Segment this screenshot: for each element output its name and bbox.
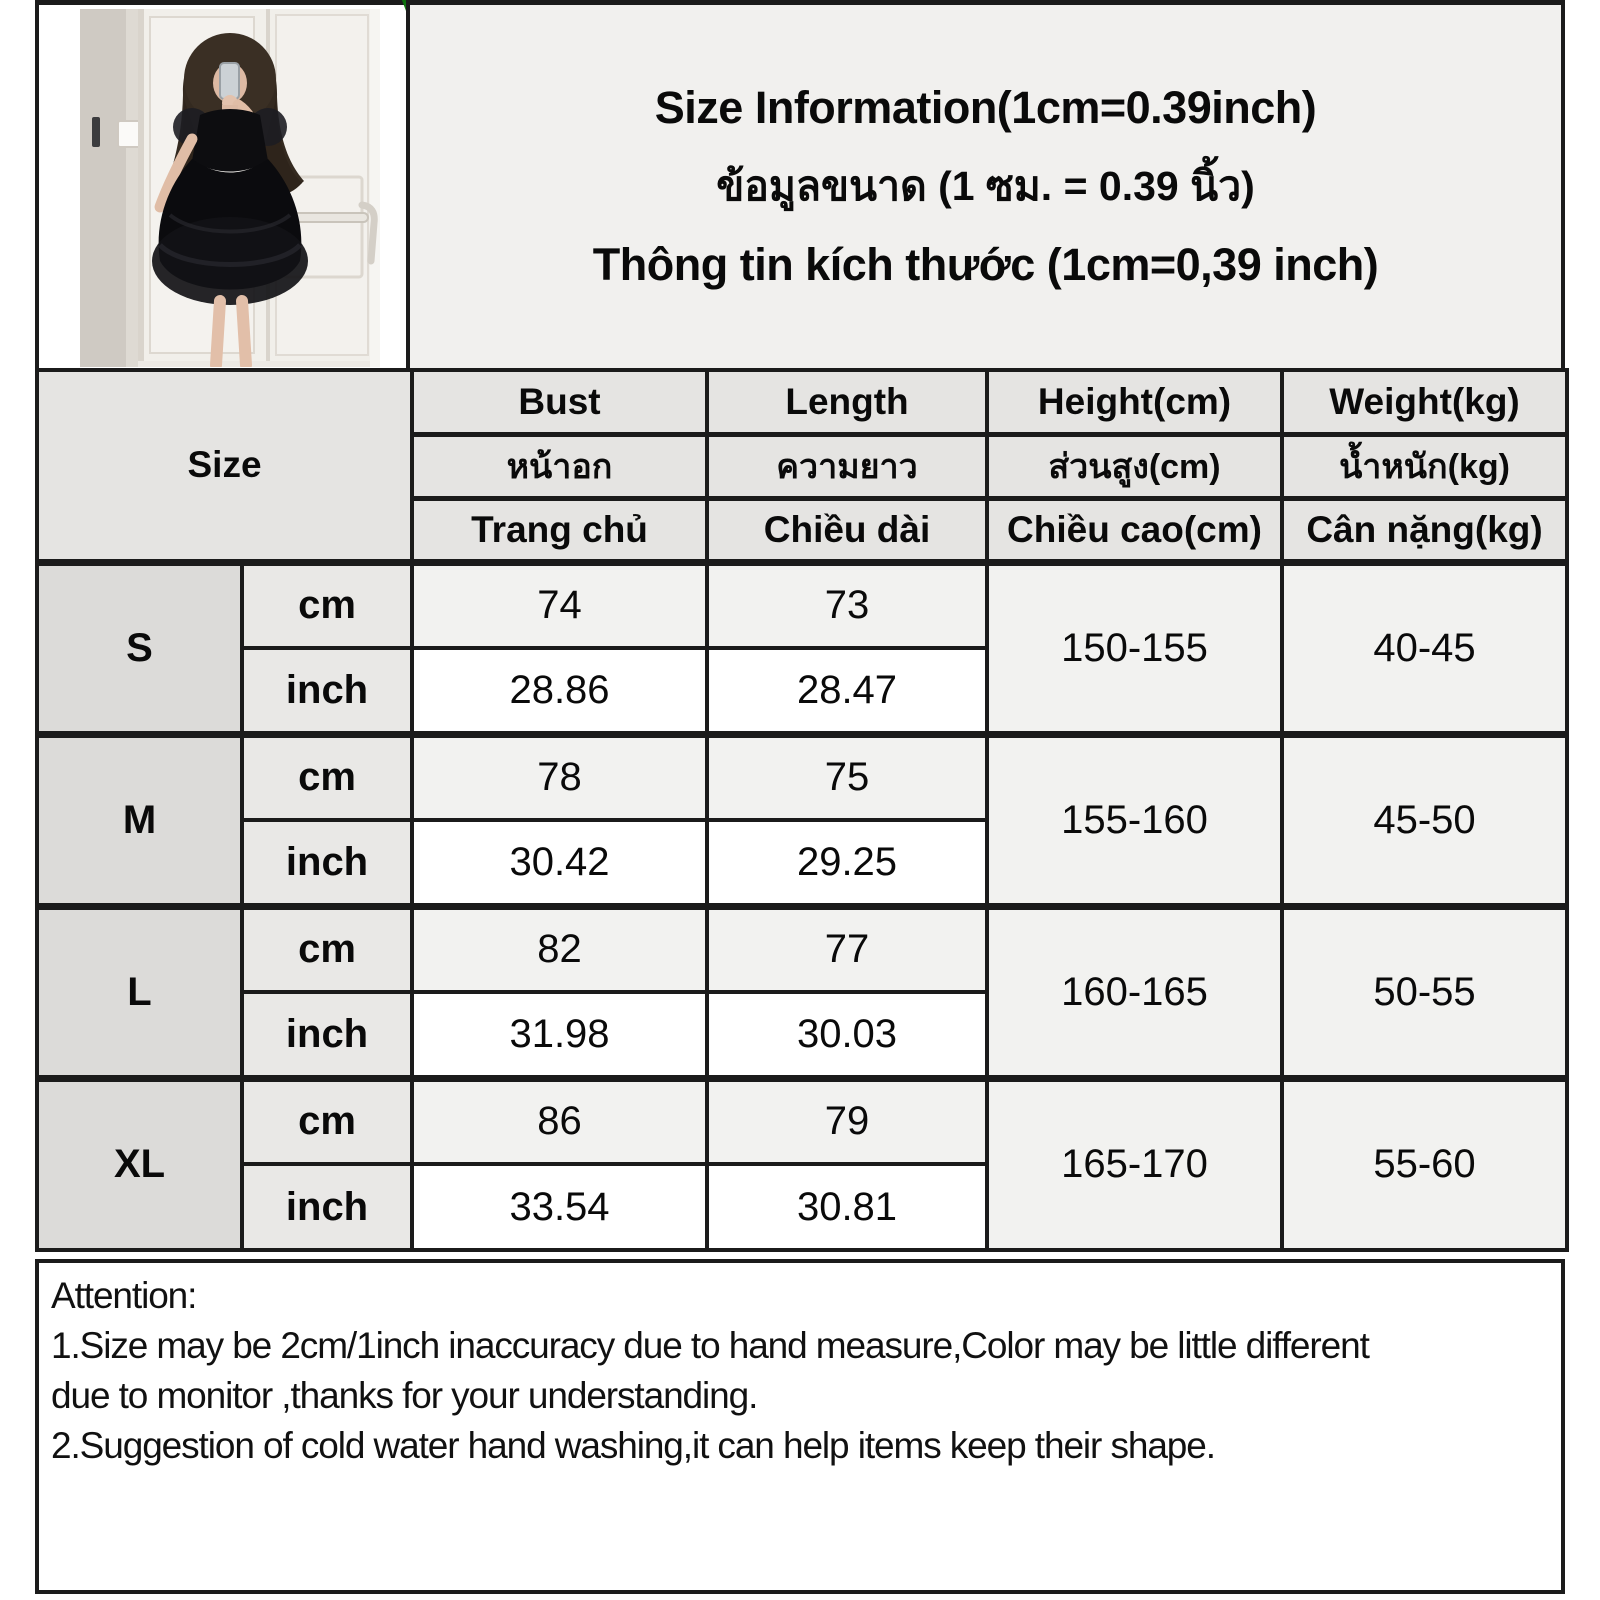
xl-bust-inch: 33.54 <box>412 1164 707 1250</box>
title-thai: ข้อมูลขนาด (1 ซม. = 0.39 นิ้ว) <box>716 163 1255 209</box>
header-length-vi: Chiều dài <box>707 498 987 562</box>
m-height: 155-160 <box>987 734 1282 906</box>
header-height-th: ส่วนสูง(cm) <box>987 434 1282 498</box>
size-label-m: M <box>37 734 242 906</box>
attention-line-1: 1.Size may be 2cm/1inch inaccuracy due to hand measure,Color may be little different <box>51 1325 1369 1366</box>
unit-cm: cm <box>242 1078 412 1164</box>
s-bust-inch: 28.86 <box>412 648 707 734</box>
xl-length-inch: 30.81 <box>707 1164 987 1250</box>
wall-intercom <box>92 117 100 147</box>
xl-height: 165-170 <box>987 1078 1282 1250</box>
phone <box>220 63 239 99</box>
header-bust-vi: Trang chủ <box>412 498 707 562</box>
title-english: Size Information(1cm=0.39inch) <box>654 82 1317 133</box>
title-block <box>406 0 1565 372</box>
l-weight: 50-55 <box>1282 906 1567 1078</box>
xl-bust-cm: 86 <box>412 1078 707 1164</box>
header-length-th: ความยาว <box>707 434 987 498</box>
title-vietnamese: Thông tin kích thước (1cm=0,39 inch) <box>592 239 1379 290</box>
l-bust-inch: 31.98 <box>412 992 707 1078</box>
size-header-cell: Size <box>37 370 412 562</box>
l-height: 160-165 <box>987 906 1282 1078</box>
unit-inch: inch <box>242 648 412 734</box>
table-row-xl-cm <box>37 1078 1567 1164</box>
l-bust-cm: 82 <box>412 906 707 992</box>
s-height: 150-155 <box>987 562 1282 734</box>
header-weight-vi: Cân nặng(kg) <box>1282 498 1567 562</box>
header-height-en: Height(cm) <box>987 370 1282 434</box>
header-height-vi: Chiều cao(cm) <box>987 498 1282 562</box>
s-weight: 40-45 <box>1282 562 1567 734</box>
unit-inch: inch <box>242 820 412 906</box>
size-label-xl: XL <box>37 1078 242 1250</box>
s-bust-cm: 74 <box>412 562 707 648</box>
s-length-cm: 73 <box>707 562 987 648</box>
product-photo-illustration <box>80 9 380 367</box>
unit-inch: inch <box>242 1164 412 1250</box>
m-length-cm: 75 <box>707 734 987 820</box>
product-photo-cell <box>35 0 410 372</box>
unit-cm: cm <box>242 734 412 820</box>
table-row-s-cm <box>37 562 1567 648</box>
unit-cm: cm <box>242 562 412 648</box>
unit-inch: inch <box>242 992 412 1078</box>
attention-line-3: 2.Suggestion of cold water hand washing,it can help items keep their shape. <box>51 1425 1215 1466</box>
header-weight-en: Weight(kg) <box>1282 370 1567 434</box>
xl-length-cm: 79 <box>707 1078 987 1164</box>
m-bust-cm: 78 <box>412 734 707 820</box>
table-row-m-cm <box>37 734 1567 820</box>
header-bust-th: หน้าอก <box>412 434 707 498</box>
size-label-l: L <box>37 906 242 1078</box>
header-length-en: Length <box>707 370 987 434</box>
m-length-inch: 29.25 <box>707 820 987 906</box>
m-weight: 45-50 <box>1282 734 1567 906</box>
size-label-s: S <box>37 562 242 734</box>
xl-weight: 55-60 <box>1282 1078 1567 1250</box>
m-bust-inch: 30.42 <box>412 820 707 906</box>
unit-cm: cm <box>242 906 412 992</box>
l-length-cm: 77 <box>707 906 987 992</box>
attention-box <box>35 1259 1565 1594</box>
attention-line-2: due to monitor ,thanks for your understanding. <box>51 1375 758 1416</box>
size-table <box>35 368 1569 1252</box>
l-length-inch: 30.03 <box>707 992 987 1078</box>
s-length-inch: 28.47 <box>707 648 987 734</box>
header-weight-th: น้ำหนัก(kg) <box>1282 434 1567 498</box>
table-row-l-cm <box>37 906 1567 992</box>
product-photo <box>80 9 380 367</box>
attention-heading: Attention: <box>51 1275 197 1316</box>
header-bust-en: Bust <box>412 370 707 434</box>
